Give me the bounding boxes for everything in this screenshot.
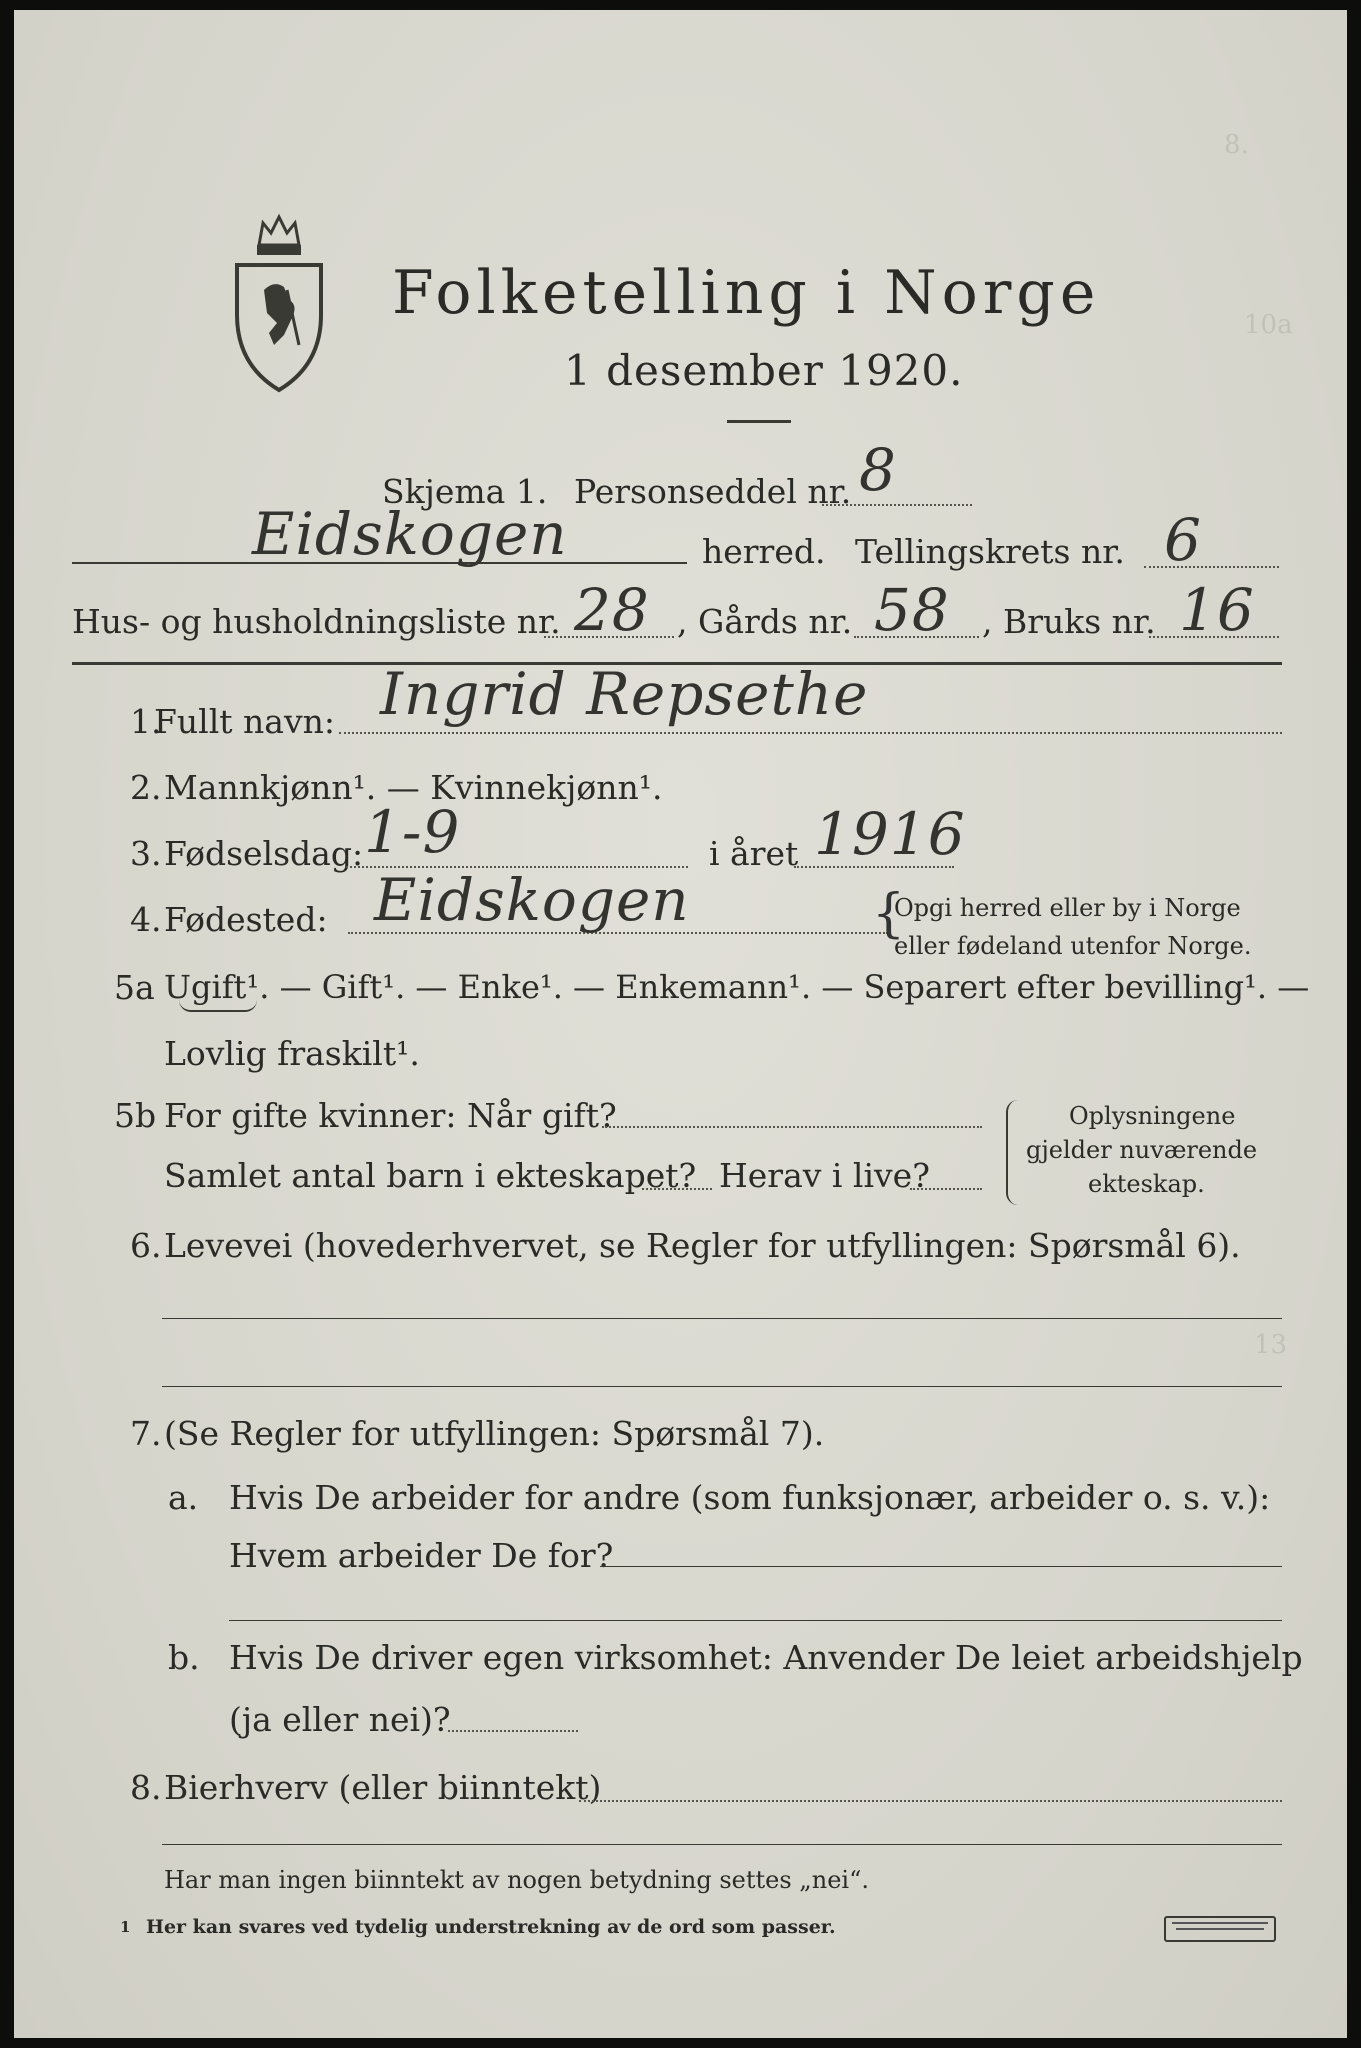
q5b-line-2a: Samlet antal barn i ekteskapet? (164, 1156, 697, 1195)
q5a-line-1: Ugift¹. — Gift¹. — Enke¹. — Enkemann¹. — Separert efter bevilling¹. — (164, 968, 1310, 1006)
q4-label: Fødested: (164, 900, 328, 939)
q7b-line-1: Hvis De driver egen virksomhet: Anvender De leiet arbeidshjelp (229, 1638, 1303, 1677)
q5a-number: 5a (114, 968, 155, 1007)
q5b-line-1-fill (602, 1126, 982, 1128)
q7b-number: b. (168, 1638, 200, 1677)
q4-number: 4. (130, 900, 162, 939)
q1-value: Ingrid Repsethe (380, 660, 869, 728)
q5b-line-2a-fill (642, 1188, 712, 1190)
footnote-mark: 1 (120, 1918, 131, 1936)
q5b-note-2: gjelder nuværende (1026, 1136, 1258, 1164)
footnote-text: Her kan svares ved tydelig understrekning av de ord som passer. (146, 1916, 836, 1938)
q6-answer-line-1 (162, 1318, 1282, 1319)
q8-label: Bierhverv (eller biinntekt) (164, 1768, 602, 1807)
q4-note-1: Opgi herred eller by i Norge (894, 894, 1241, 922)
q4-brace: { (872, 884, 906, 944)
herred-label: herred. (702, 532, 826, 571)
q7a-answer-line-1 (600, 1566, 1282, 1567)
q6-label: Levevei (hovederhvervet, se Regler for utfyllingen: Spørsmål 6). (164, 1226, 1241, 1265)
printer-stamp-icon (1164, 1916, 1276, 1942)
q5b-line-2b-fill (910, 1188, 982, 1190)
q3-value: 1-9 (364, 798, 461, 866)
q5b-note-3: ekteskap. (1088, 1170, 1205, 1198)
title-divider (727, 420, 791, 423)
herred-value: Eidskogen (252, 500, 568, 568)
q2-number: 2. (130, 768, 162, 807)
gards-value: 58 (874, 576, 950, 644)
tellingskrets-value: 6 (1164, 506, 1202, 574)
bruks-label: , Bruks nr. (982, 602, 1156, 641)
hus-label: Hus- og husholdningsliste nr. (72, 602, 561, 641)
bruks-value: 16 (1179, 576, 1255, 644)
ugift-underline (179, 1000, 257, 1012)
q1-number: 1. (130, 702, 162, 741)
q7a-answer-line-2 (229, 1620, 1282, 1621)
footer-divider (162, 1844, 1282, 1845)
bleed-through: 10a (1244, 310, 1293, 340)
form-date: 1 desember 1920. (564, 346, 964, 395)
q4-note-2: eller fødeland utenfor Norge. (894, 932, 1252, 960)
q6-answer-line-2 (162, 1386, 1282, 1387)
q5b-line-2b: Herav i live? (719, 1156, 930, 1195)
form-title: Folketelling i Norge (392, 258, 1101, 328)
q7a-number: a. (168, 1478, 199, 1517)
q3-year-value: 1916 (814, 800, 966, 868)
bleed-through: 13 (1254, 1330, 1288, 1360)
q7-label: (Se Regler for utfyllingen: Spørsmål 7). (164, 1414, 825, 1453)
q2-label: Mannkjønn¹. — Kvinnekjønn¹. (164, 768, 663, 807)
q1-label: Fullt navn: (154, 702, 335, 741)
bleed-through: 8. (1224, 130, 1249, 160)
q3-year-label: i året (709, 834, 799, 873)
schema-label: Skjema 1. (382, 472, 548, 511)
hus-value: 28 (574, 576, 650, 644)
q4-value: Eidskogen (374, 866, 690, 934)
q3-number: 3. (130, 834, 162, 873)
coat-of-arms-icon (229, 195, 329, 395)
q5a-line-2: Lovlig fraskilt¹. (164, 1034, 420, 1073)
gards-label: , Gårds nr. (677, 602, 853, 641)
personseddel-label: Personseddel nr. (574, 472, 852, 511)
q6-number: 6. (130, 1226, 162, 1265)
q8-number: 8. (130, 1768, 162, 1807)
q8-answer-line (579, 1800, 1282, 1802)
q5b-line-1: For gifte kvinner: Når gift? (164, 1096, 617, 1135)
q5b-bracket (1006, 1100, 1020, 1205)
personseddel-value: 8 (859, 436, 897, 504)
census-form (14, 10, 1347, 2038)
q7b-answer-line (448, 1730, 578, 1732)
q7b-line-2: (ja eller nei)? (229, 1700, 451, 1739)
footer-note: Har man ingen biinntekt av nogen betydning settes „nei“. (164, 1866, 869, 1894)
q5b-note-1: Oplysningene (1069, 1102, 1236, 1130)
personseddel-line (822, 504, 972, 506)
q1-line (339, 732, 1282, 734)
q7-number: 7. (130, 1414, 162, 1453)
tellingskrets-label: Tellingskrets nr. (855, 532, 1125, 571)
q7a-line-2: Hvem arbeider De for? (229, 1536, 614, 1575)
q5b-number: 5b (114, 1096, 157, 1135)
q7a-line-1: Hvis De arbeider for andre (som funksjonær, arbeider o. s. v.): (229, 1478, 1271, 1517)
q3-label: Fødselsdag: (164, 834, 364, 873)
